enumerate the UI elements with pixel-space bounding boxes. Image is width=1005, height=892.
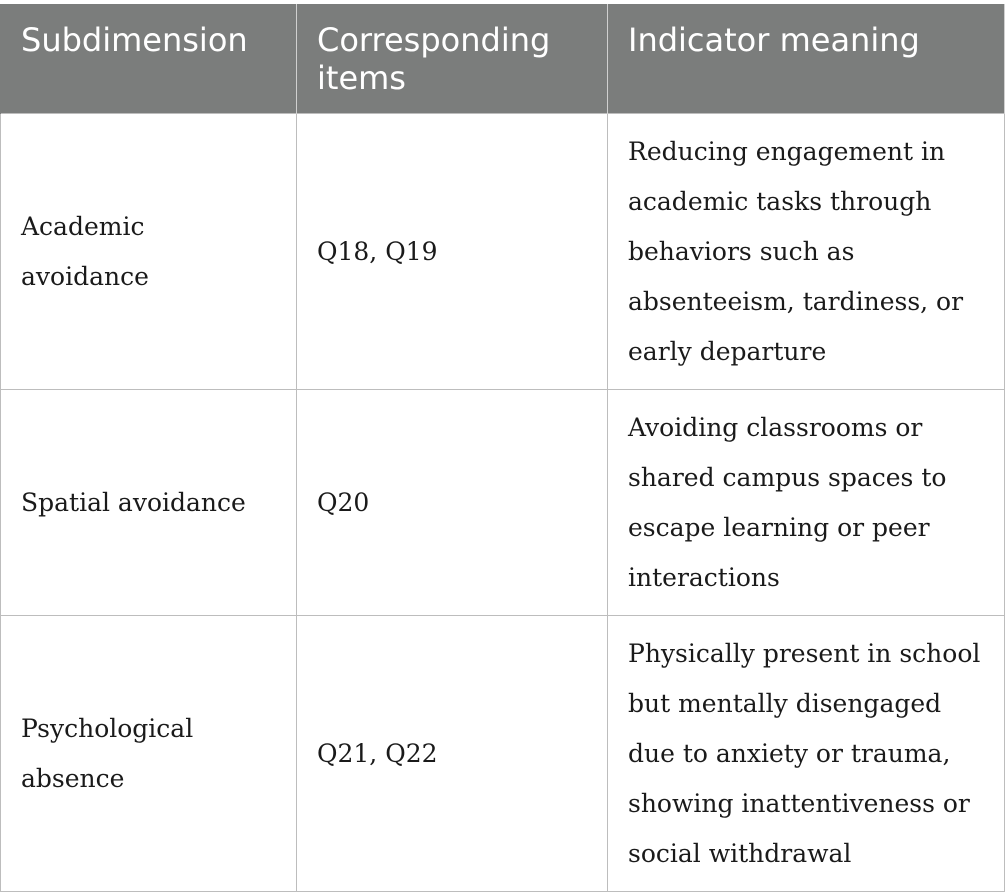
cell-meaning: Reducing engagement in academic tasks through behaviors such as absenteeism, tardiness, or early departure — [608, 114, 1005, 390]
cell-meaning: Physically present in school but mentally disengaged due to anxiety or trauma, showing inattentiveness or social withdrawal — [608, 616, 1005, 892]
cell-items: Q18, Q19 — [297, 114, 608, 390]
header-indicator-meaning: Indicator meaning — [608, 4, 1005, 114]
cell-subdimension: Academic avoidance — [1, 114, 297, 390]
cell-subdimension: Psychological absence — [1, 616, 297, 892]
subdimension-table — [0, 4, 1005, 892]
cell-items: Q20 — [297, 390, 608, 616]
table-row — [1, 616, 1005, 892]
header-subdimension: Subdimension — [1, 4, 297, 114]
table-header-row — [1, 4, 1005, 114]
table-row — [1, 114, 1005, 390]
cell-subdimension: Spatial avoidance — [1, 390, 297, 616]
header-corresponding-items: Corresponding items — [297, 4, 608, 114]
cell-items: Q21, Q22 — [297, 616, 608, 892]
cell-meaning: Avoiding classrooms or shared campus spaces to escape learning or peer interactions — [608, 390, 1005, 616]
table-row — [1, 390, 1005, 616]
